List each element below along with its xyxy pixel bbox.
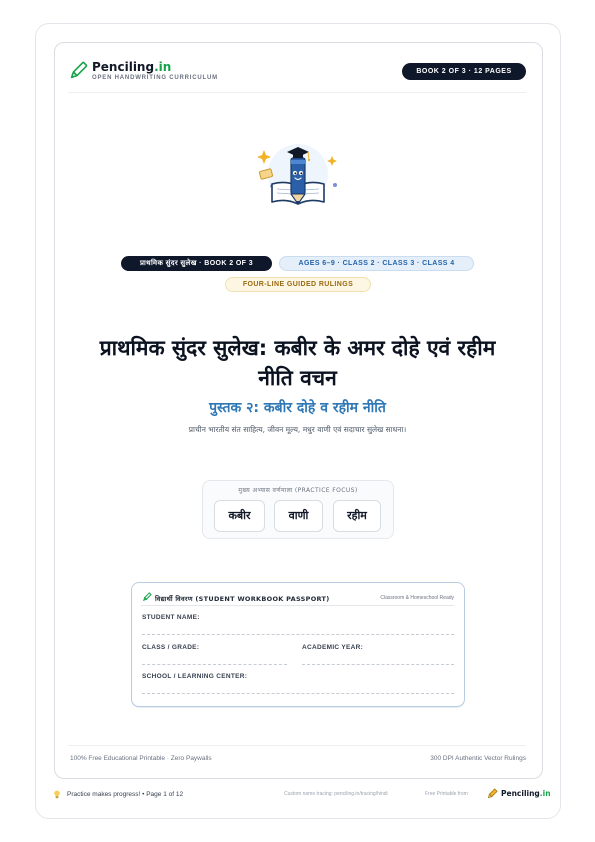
practice-focus-title: मुख्य अभ्यास वर्णमाला (PRACTICE FOCUS): [238, 487, 358, 494]
book-badge: BOOK 2 OF 3 · 12 PAGES: [402, 63, 526, 80]
bottom-brand-name: Penciling.in: [501, 789, 551, 798]
page-title: [70, 333, 525, 393]
practice-word-chip: रहीम: [333, 500, 381, 532]
page-counter-text: Practice makes progress! • Page 1 of 12: [67, 791, 184, 798]
page-description: प्राचीन भारतीय संत साहित्य, जीवन मूल्य, मधुर वाणी एवं सदाचार सुलेख साधना।: [188, 425, 407, 434]
rulings-tag: FOUR-LINE GUIDED RULINGS: [225, 277, 371, 292]
pencil-logo-icon: [68, 60, 88, 82]
academic-year-label: ACADEMIC YEAR:: [302, 644, 364, 651]
page-subtitle: पुस्तक २: कबीर दोहे व रहीम नीति: [209, 400, 386, 416]
free-printable-text: Free Printable from: [425, 791, 468, 797]
pencil-icon: [142, 592, 152, 602]
pencil-mascot-with-graduation-cap-and-open-book-icon: [250, 140, 345, 210]
passport-title: विद्यार्थी विवरण (STUDENT WORKBOOK PASSPORT): [155, 595, 330, 603]
footer-right-text: 300 DPI Authentic Vector Rulings: [430, 755, 526, 762]
ages-tag: AGES 6–9 · CLASS 2 · CLASS 3 · CLASS 4: [279, 256, 474, 271]
passport-tag: Classroom & Homeschool Ready: [380, 595, 454, 601]
school-label: SCHOOL / LEARNING CENTER:: [142, 673, 248, 680]
tracing-url-text: Custom name tracing: penciling.in/tracing/hindi: [284, 791, 388, 797]
page-title-line-1: प्राथमिक सुंदर सुलेख: कबीर के अमर दोहे एवं रहीम: [99, 336, 496, 360]
footer-left-text: 100% Free Educational Printable · Zero Paywalls: [70, 755, 212, 762]
passport-divider: [141, 605, 454, 606]
school-field[interactable]: [142, 693, 454, 694]
class-grade-label: CLASS / GRADE:: [142, 644, 200, 651]
footer-divider: [68, 745, 526, 746]
practice-word-chip: वाणी: [274, 500, 323, 532]
brand-subtitle: OPEN HANDWRITING CURRICULUM: [92, 75, 218, 81]
brand-name: Penciling.in: [92, 60, 172, 74]
series-tag: प्राथमिक सुंदर सुलेख · BOOK 2 OF 3: [121, 256, 272, 271]
lightbulb-icon: [53, 790, 61, 799]
page-title-line-2: नीति वचन: [258, 366, 337, 390]
class-grade-field[interactable]: [142, 664, 287, 665]
practice-word-chip: कबीर: [214, 500, 265, 532]
header-divider: [68, 92, 526, 93]
student-name-field[interactable]: [142, 634, 454, 635]
pencil-logo-icon: [486, 788, 498, 800]
student-name-label: STUDENT NAME:: [142, 614, 200, 621]
academic-year-field[interactable]: [302, 664, 454, 665]
